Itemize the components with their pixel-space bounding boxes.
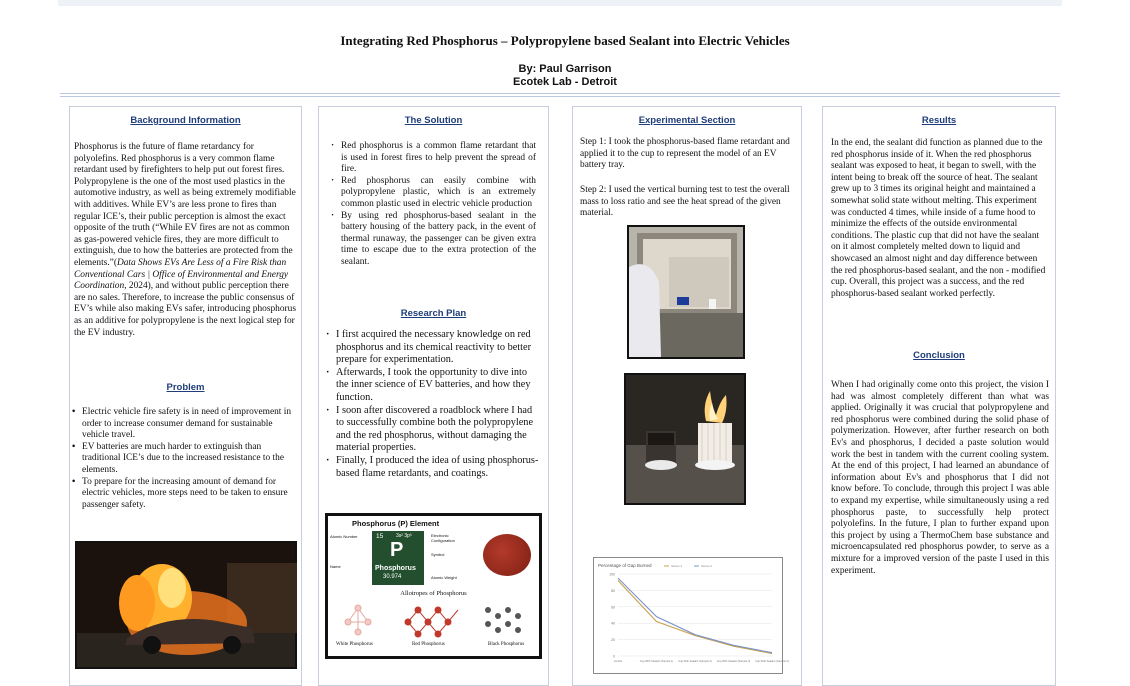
chart-xtick-label: Cup With Sealant (Sample 2) [678,660,712,663]
chart-series-line-1 [618,581,772,654]
plan-item: · Afterwards, I took the opportunity to dive into the inner science of EV batteries, and how they function. [324,367,542,405]
step-2: Step 2: I used the vertical burning test to test the overall mass to loss ratio and see the heat spread of the given material. [580,185,790,219]
header-rule-2 [60,96,1060,97]
chart-series-line-2 [618,578,772,653]
conclusion-text: When I had originally come onto this project, the vision I had was almost completely different than what was applied. Originally it was crucial that polypropylene and red phosphorus were combined during the solid phase of polymerization. However, after further research on both Ev's and phosphorus, I decided a paste solution would work the best in tandem with the current cooling system. At the end of this project, I had learned an abundance of information about Ev's and phosphorus that I did not know before. To conclude, through this project I was able to expand my expertise, while simultaneously using a red phosphorus paste, to successfully help protect polyolefins. In the future, I plan to further expand upon this project by using a ThermoChem base substance and microencapsulated red phosphorus powder, to serve as a mixture for a improved version of the paste I used in this experiment. [831,380,1049,576]
heading-background: Background Information [130,115,241,126]
heading-solution: The Solution [404,115,463,126]
header-rule [60,93,1060,94]
chart-xtick-label: Cup With Sealant (Sample 3) [716,660,751,663]
background-text [74,142,299,339]
chart-xtick-label: Control [613,660,623,663]
red-phosphorus-powder [483,534,531,576]
chart-ytick-label: 80 [611,588,615,593]
element-tile [372,531,424,585]
problem-item: • To prepare for the increasing amount of demand for electric vehicles, more steps need to be taken to ensure passenger safety. [70,477,297,512]
element-symbol: P [390,539,404,561]
lab-name: Ecotek Lab - Detroit [513,76,617,88]
heading-experimental: Experimental Section [638,115,736,126]
problem-item: • Electric vehicle fire safety is in need of improvement in order to increase consumer demand for sustainable vehicle travel. [70,407,297,442]
gap-burned-chart-svg [594,558,789,673]
chart-ytick-label: 20 [611,638,615,643]
step-1: Step 1: I took the phosphorus-based flame retardant and applied it to the cup to represent the model of an EV battery tray. [580,137,790,171]
column-solution [318,106,549,686]
element-card-title: Phosphorus (P) Element [352,519,440,528]
heading-results: Results [921,115,957,126]
chart-legend-label: Series 2 [701,564,713,569]
fume-hood-photo [627,225,745,359]
solution-item: · Red phosphorus can easily combine with polypropylene plastic, which is an extremely common plastic used in electric vehicle production [329,176,536,211]
electron-config: 3s² 3p³ [396,533,412,539]
burning-car-photo [75,541,297,669]
background-citation: Data Shows EVs Are Less of a Fire Risk than Conventional Cars | Office of Environmental and Energy Coordination [74,257,289,292]
author-block [0,63,1130,89]
solution-item: · By using red phosphorus-based sealant in the battery housing of the battery pack, in the event of thermal runaway, the passenger can be given extra time to escape due to the extra protection of the sealant. [329,211,536,269]
poster-title: Integrating Red Phosphorus – Polypropylene based Sealant into Electric Vehicles [340,33,790,48]
heading-problem: Problem [166,382,205,393]
phosphorus-element-card [325,513,542,659]
allotrope-white: White Phosphorus [336,642,373,647]
burn-test-image [626,375,744,503]
plan-item: · I first acquired the necessary knowledge on red phosphorus and its chemical reactivity to better prepare for experimentation. [324,329,542,367]
column-experimental [572,106,802,686]
chart-title: Percentage of Gap Burned [598,563,652,568]
background-text-b: , 2024), and without public perception there are no sales. Therefore, to increase the public consensus of EV’s while also making EVs safer, introducing phosphorus as an additive for polypropylene is the next logical step for the EV industry. [74,281,296,338]
label-atomic-weight: Atomic Weight [431,575,457,580]
element-name: Phosphorus [375,565,416,572]
burning-car-image [77,543,295,667]
chart-ytick-label: 0 [613,654,615,659]
column-results [822,106,1056,686]
gap-burned-chart [593,557,789,674]
label-electronic-config: Electronic Configuration [431,533,455,543]
atomic-weight: 30.974 [383,574,402,580]
atomic-number: 15 [376,533,384,540]
background-text-a: Phosphorus is the future of flame retardancy for polyolefins. Red phosphorus is a very common flame retardant used by firefighters to help put out forest fires. Polypropylene is the one of the most used plastics in the automotive industry, as well as being extremely modifiable with additives. While EV’s are less prone to fires than regular ICE’s, their public perception is almost the exact opposite of the truth (“While EV fires are not as common as gas-powered vehicle fires, they are more difficult to extinguish, due to how the batteries are protected from the elements.”( [74,142,296,268]
problem-list [70,407,297,511]
allotrope-structures [338,602,533,640]
chart-legend-label: Series 1 [671,564,683,569]
fume-hood-image [629,227,743,357]
label-atomic-number: Atomic Number [330,534,358,539]
label-name: Name [330,564,341,569]
plan-list [324,329,542,480]
problem-item: • EV batteries are much harder to extinguish than traditional ICE’s due to the increased resistance to the elements. [70,442,297,477]
chart-xtick-label: Cup With Sealant (Sample 1) [639,660,674,663]
chart-ytick-label: 100 [609,572,615,577]
solution-list [329,141,536,269]
heading-conclusion: Conclusion [913,350,965,361]
top-band [58,0,1062,6]
label-symbol: Symbol [431,552,445,557]
allotropes-title: Allotropes of Phosphorus [400,590,467,597]
chart-ytick-label: 40 [611,621,615,626]
column-background [69,106,302,686]
chart-xtick-label: Cup With Sealant (Sample 4) [755,660,789,663]
byline: By: Paul Garrison [518,63,612,75]
solution-item: · Red phosphorus is a common flame retardant that is used in forest fires to help prevent the spread of fire. [329,141,536,176]
plan-item: · Finally, I produced the idea of using phosphorus-based flame retardants, and coatings. [324,455,542,480]
allotrope-black: Black Phosphorus [488,642,525,647]
heading-research-plan: Research Plan [400,308,467,319]
plan-item: · I soon after discovered a roadblock where I had to successfully combine both the polypropylene and the red phosphorus, without damaging the material properties. [324,405,542,455]
chart-ytick-label: 60 [611,605,615,610]
allotrope-red: Red Phosphorus [412,642,445,647]
burn-test-photo [624,373,746,505]
results-text: In the end, the sealant did function as planned due to the red phosphorus inside of it. When the red phosphorus sealant was exposed to heat, it began to swell, with the intent being to break off the source of heat. The sealant grew up to 3 times its original height and maintained a somewhat solid state without melting. This experiment was conducted 4 times, while inside of a fume hood to minimize the effects of the outside environmental conditions. The plastic cup that did not have the sealant on it almost completely melted down to liquid and showcased an almost night and day difference between the red phosphorus-based sealant, and the non - modified cup. Overall, this project was a success, and the red phosphorus-based sealant worked perfectly. [831,138,1046,299]
